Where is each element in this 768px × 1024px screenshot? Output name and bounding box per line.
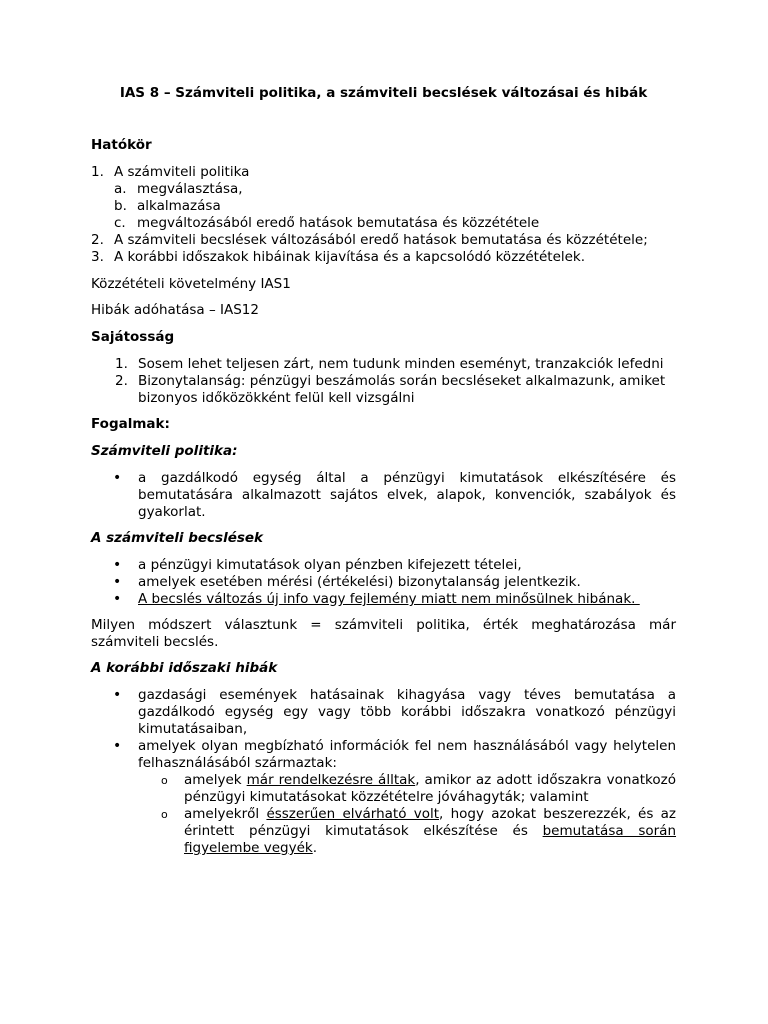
list-letter: a. — [114, 181, 127, 197]
list-item-text: alkalmazása — [137, 198, 221, 214]
list-item-text: amelyek olyan megbízható információk fel nem használásából vagy helytelen felhasználásából származtak: — [138, 738, 676, 771]
accounting-policy-list — [91, 470, 676, 521]
list-item-text: A becslés változás új info vagy fejlemény miatt nem minősülnek hibának. — [138, 591, 640, 607]
scope-item-1 — [91, 164, 676, 232]
sublist-item-text: amelyekről ésszerűen elvárható volt, hogy azokat beszerezzék, és az érintett pénzügyi kimutatások elkészítése és bemutatása során figyelembe vegyék. — [184, 806, 677, 856]
underlined-text: már rendelkezésre álltak — [246, 772, 416, 788]
list-item-text: A számviteli politika — [114, 164, 250, 180]
accounting-estimates-list — [91, 557, 676, 608]
concepts-heading: Fogalmak: — [91, 416, 170, 432]
list-letter: c. — [114, 215, 126, 231]
scope-sublist — [114, 181, 676, 232]
list-number: 1. — [115, 356, 128, 372]
list-item-text: a gazdálkodó egység által a pénzügyi kimutatások elkészítésére és bemutatására alkalmazott sajátos elvek, alapok, konvenciók, szabályok és gyakorlat. — [138, 470, 676, 520]
list-number: 2. — [91, 232, 104, 248]
document-title: IAS 8 – Számviteli politika, a számviteli becslések változásai és hibák — [119, 85, 648, 101]
underlined-text: ésszerűen elvárható volt — [266, 806, 440, 822]
list-item — [91, 738, 676, 857]
sublist-item — [91, 806, 676, 857]
list-item-text: gazdasági események hatásainak kihagyása vagy téves bemutatása a gazdálkodó egység egy vagy több korábbi időszakra vonatkozó pénzügyi kimutatásaiban, — [138, 687, 676, 737]
circle-bullet-icon: o — [161, 808, 168, 821]
list-item — [91, 574, 676, 591]
peculiarity-item-2 — [91, 373, 676, 407]
peculiarity-item-1 — [91, 356, 676, 373]
list-number: 3. — [91, 249, 104, 265]
document-page — [91, 84, 676, 866]
scope-item-3 — [91, 249, 676, 266]
bullet-icon: • — [113, 591, 122, 607]
scope-subitem-c — [114, 215, 676, 232]
bullet-icon: • — [113, 470, 122, 486]
list-item-text: A korábbi időszakok hibáinak kijavítása és a kapcsolódó közzétételek. — [114, 249, 586, 265]
list-letter: b. — [114, 198, 127, 214]
list-item — [91, 557, 676, 574]
list-item — [91, 591, 676, 608]
bullet-icon: • — [113, 687, 122, 703]
scope-item-2 — [91, 232, 676, 249]
sublist-item — [91, 772, 676, 806]
list-item — [91, 470, 676, 521]
list-item-text: A számviteli becslések változásából eredő hatások bemutatása és közzététele; — [114, 232, 648, 248]
list-item-text: Sosem lehet teljesen zárt, nem tudunk minden eseményt, tranzakciók lefedni — [138, 356, 664, 372]
bullet-icon: • — [113, 738, 122, 754]
scope-list — [91, 164, 676, 266]
prior-errors-sublist — [138, 772, 676, 857]
prior-errors-heading: A korábbi időszaki hibák — [91, 660, 278, 676]
list-number: 1. — [91, 164, 104, 180]
method-note: Milyen módszert választunk = számviteli politika, érték meghatározása már számviteli becslés. — [91, 617, 676, 650]
list-item-text: amelyek esetében mérési (értékelési) bizonytalanság jelentkezik. — [138, 574, 581, 590]
accounting-estimates-heading: A számviteli becslések — [91, 530, 264, 546]
list-item — [91, 687, 676, 738]
sublist-item-text: amelyek már rendelkezésre álltak, amikor az adott időszakra vonatkozó pénzügyi kimutatásokat közzétételre jóváhagyták; valamint — [184, 772, 676, 805]
underlined-text: bemutatása során figyelembe vegyék — [184, 823, 677, 856]
prior-errors-list — [91, 687, 676, 857]
bullet-icon: • — [113, 557, 122, 573]
peculiarity-list — [91, 356, 676, 407]
circle-bullet-icon: o — [161, 774, 168, 787]
scope-subitem-b — [114, 198, 676, 215]
list-item-text: a pénzügyi kimutatások olyan pénzben kifejezett tételei, — [138, 557, 522, 573]
accounting-policy-heading: Számviteli politika: — [91, 443, 238, 459]
tax-effect: Hibák adóhatása – IAS12 — [91, 302, 259, 318]
list-item-text: megválasztása, — [137, 181, 243, 197]
disclosure-requirement: Közzétételi követelmény IAS1 — [91, 276, 291, 292]
list-item-text: megváltozásából eredő hatások bemutatása és közzététele — [137, 215, 540, 231]
scope-heading: Hatókör — [91, 137, 152, 153]
list-number: 2. — [115, 373, 128, 389]
peculiarity-heading: Sajátosság — [91, 329, 175, 345]
bullet-icon: • — [113, 574, 122, 590]
list-item-text: Bizonytalanság: pénzügyi beszámolás során becsléseket alkalmazunk, amiket bizonyos időközökként felül kell vizsgálni — [138, 373, 666, 406]
scope-subitem-a — [114, 181, 676, 198]
